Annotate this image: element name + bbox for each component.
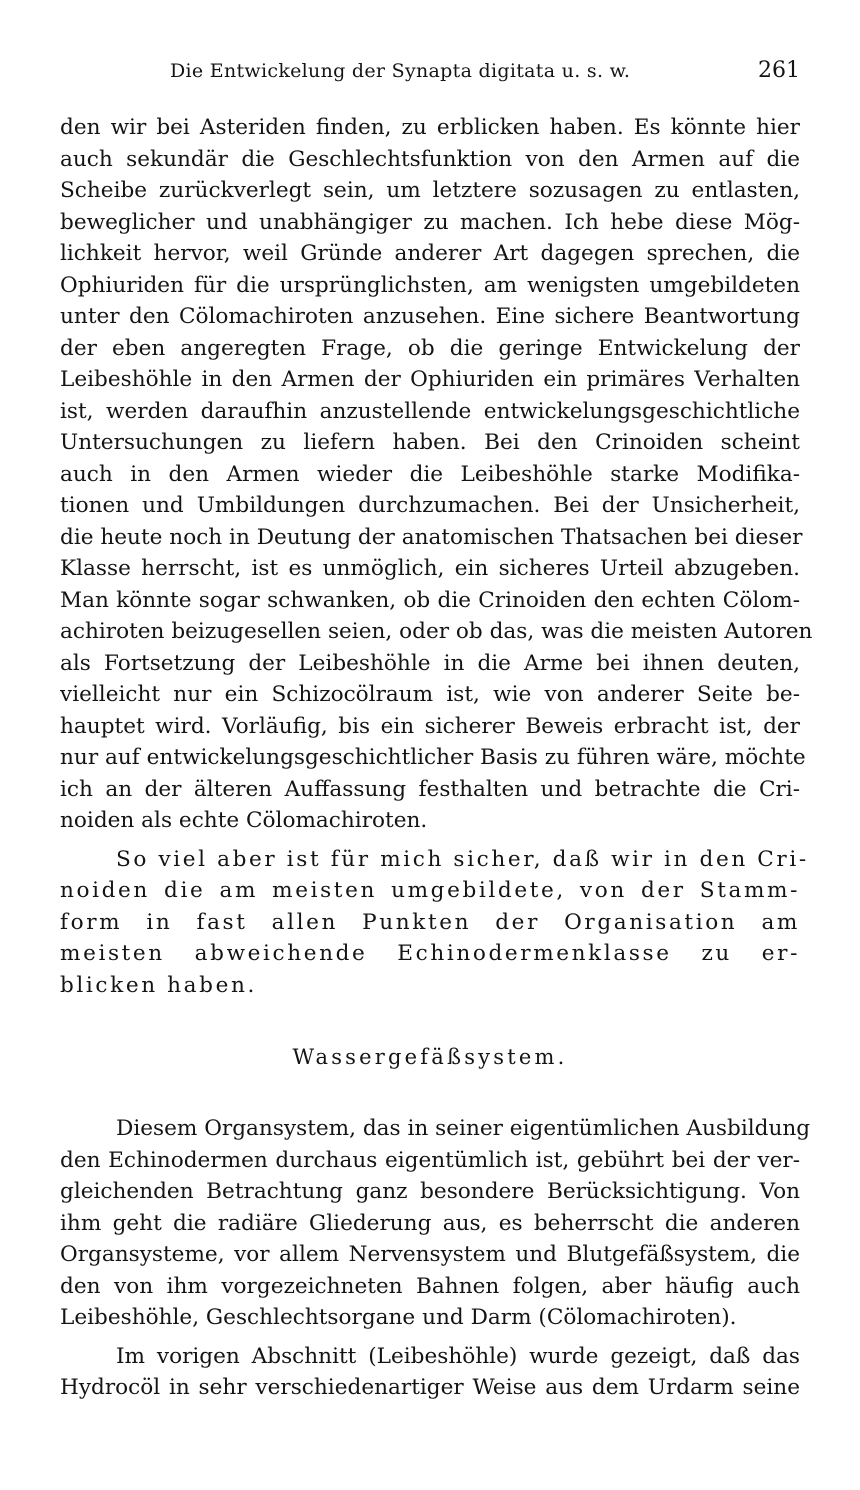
text-line: die heute noch in Deutung der anatomischen Thatsachen bei dieser xyxy=(60,524,803,550)
text-line: Ophiuriden für die ursprünglichsten, am wenigsten umgebildeten xyxy=(60,272,800,298)
text-line: den Echinodermen durchaus eigentümlich ist, gebührt bei der ver- xyxy=(60,1147,800,1173)
running-head xyxy=(60,60,800,90)
text-line: als Fortsetzung der Leibeshöhle in die Arme bei ihnen deuten, xyxy=(60,650,800,676)
text-line: auch in den Armen wieder die Leibeshöhle starke Modifika- xyxy=(60,461,800,487)
text-line: Diesem Organsystem, das in seiner eigentümlichen Ausbildung xyxy=(116,1116,811,1141)
text-line: tionen und Umbildungen durchzumachen. Bei der Unsicherheit, xyxy=(60,493,800,518)
text-line: nur auf entwickelungsgeschichtlicher Basis zu führen wäre, möchte xyxy=(60,745,806,770)
paragraph-emphasis xyxy=(60,844,809,1002)
text-line: Im vorigen Abschnitt (Leibeshöhle) wurde gezeigt, daß das xyxy=(116,1343,800,1369)
text-line: vielleicht nur ein Schizocölraum ist, wie von anderer Seite be- xyxy=(60,682,800,707)
text-line: ist, werden daraufhin anzustellende entwickelungsgeschichtliche xyxy=(60,398,800,424)
text-line: Organsysteme, vor allem Nervensystem und Blutgefäßsystem, die xyxy=(60,1242,800,1267)
section-heading: Wassergefäßsystem. xyxy=(292,1045,568,1069)
text-line: noiden die am meisten umgebildete, von der Stamm- xyxy=(60,878,800,903)
text-line: den von ihm vorgezeichneten Bahnen folgen, aber häufig auch xyxy=(60,1273,800,1299)
text-line: gleichenden Betrachtung ganz besondere Berücksichtigung. Von xyxy=(60,1179,800,1204)
running-title: Die Entwickelung der Synapta digitata u. s. w. xyxy=(170,60,631,82)
text-line: hauptet wird. Vorläufig, bis ein sicherer Beweis erbracht ist, der xyxy=(60,713,800,739)
text-line: Hydrocöl in sehr verschiedenartiger Weise aus dem Urdarm seine xyxy=(60,1375,800,1400)
text-line: lichkeit hervor, weil Gründe anderer Art dagegen sprechen, die xyxy=(60,241,800,266)
text-line: Scheibe zurückverlegt sein, um letztere sozusagen zu entlasten, xyxy=(60,178,800,203)
text-line: ihm geht die radiäre Gliederung aus, es beherrscht die anderen xyxy=(60,1210,800,1236)
text-line: noiden als echte Cölomachiroten. xyxy=(60,808,428,833)
text-line: meisten abweichende Echinodermenklasse zu er- xyxy=(60,941,800,966)
text-line: Leibeshöhle, Geschlechtsorgane und Darm (Cölomachiroten). xyxy=(60,1305,737,1330)
text-line: blicken haben. xyxy=(60,972,257,998)
text-line: der eben angeregten Frage, ob die geringe Entwickelung der xyxy=(60,335,800,361)
text-line: Klasse herrscht, ist es unmöglich, ein sicheres Urteil abzugeben. xyxy=(60,556,800,581)
text-line: beweglicher und unabhängiger zu machen. Ich hebe diese Mög- xyxy=(60,209,800,235)
text-line: ich an der älteren Auffassung festhalten und betrachte die Cri- xyxy=(60,776,800,802)
section-heading-wrap xyxy=(60,1001,800,1113)
section-paragraph xyxy=(60,1341,800,1404)
text-line: achiroten beizugesellen seien, oder ob das, was die meisten Autoren xyxy=(60,619,813,644)
text-line: den wir bei Asteriden finden, zu erblicken haben. Es könnte hier xyxy=(60,115,800,140)
section-paragraph xyxy=(60,1113,811,1334)
text-line: Man könnte sogar schwanken, ob die Crinoiden den echten Cölom- xyxy=(60,587,800,613)
text-line: Untersuchungen zu liefern haben. Bei den Crinoiden scheint xyxy=(60,430,800,455)
paragraph-continued xyxy=(60,112,813,837)
text-line: form in fast allen Punkten der Organisation am xyxy=(60,909,800,935)
text-line: So viel aber ist für mich sicher, daß wir in den Cri- xyxy=(116,846,809,872)
page-number: 261 xyxy=(758,58,800,83)
text-line: Leibeshöhle in den Armen der Ophiuriden ein primäres Verhalten xyxy=(60,367,800,392)
text-line: unter den Cölomachiroten anzusehen. Eine sichere Beantwortung xyxy=(60,304,800,329)
text-line: auch sekundär die Geschlechtsfunktion von den Armen auf die xyxy=(60,146,800,172)
page-body xyxy=(60,112,813,1404)
